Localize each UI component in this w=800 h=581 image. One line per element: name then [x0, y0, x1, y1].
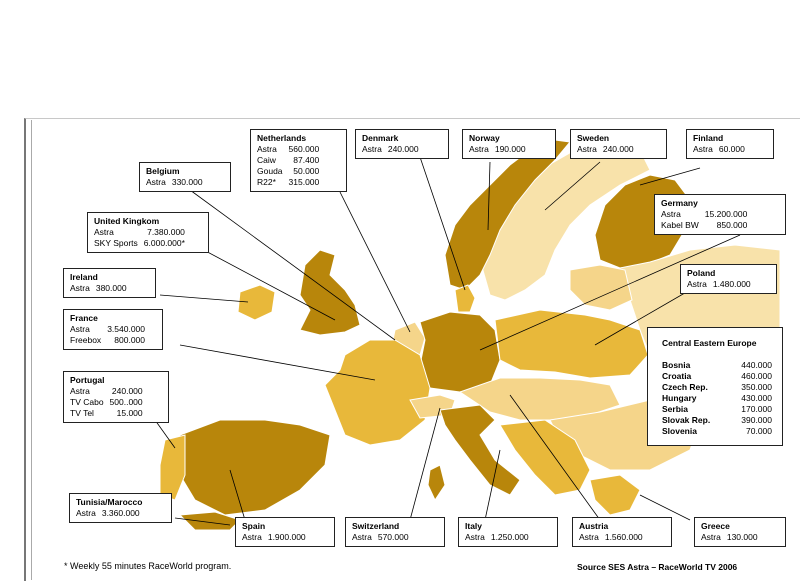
callout-value: 240.000 [602, 144, 634, 154]
callout-table [70, 324, 145, 346]
callout-label: Astra [257, 144, 277, 154]
callout-poland [680, 264, 777, 294]
callout-label: Astra [693, 144, 713, 154]
callout-label: Astra [687, 279, 707, 289]
callout-title: Belgium [146, 166, 180, 176]
callout-greece [694, 517, 786, 547]
callout-label: Astra [362, 144, 382, 154]
callout-value: 7.380.000 [147, 227, 185, 237]
callout-value: 1.250.000 [490, 532, 529, 542]
callout-value: 460.000 [741, 371, 772, 381]
callout-value: 15.000 [116, 408, 143, 418]
callout-title: Poland [687, 268, 716, 278]
callout-finland [686, 129, 774, 159]
callout-row [257, 177, 319, 188]
callout-table [362, 144, 419, 155]
callout-table [577, 144, 634, 155]
callout-germany [654, 194, 786, 235]
callout-title: Switzerland [352, 521, 400, 531]
callout-table [579, 532, 643, 543]
callout-title: Portugal [70, 375, 105, 385]
callout-value: 6.000.000* [143, 238, 185, 248]
callout-tunisia [69, 493, 172, 523]
callout-table [70, 386, 143, 419]
callout-title: Italy [465, 521, 483, 531]
callout-value: 390.000 [741, 415, 772, 425]
region-germany [420, 312, 500, 392]
callout-value: 87.400 [293, 155, 320, 165]
callout-value: 1.560.000 [604, 532, 643, 542]
callout-row [70, 335, 145, 346]
callout-value: 1.480.000 [712, 279, 751, 289]
callout-value: 560.000 [288, 144, 320, 154]
source-credit: Source SES Astra – RaceWorld TV 2006 [577, 562, 738, 572]
callout-table [257, 144, 319, 188]
callout-table [70, 283, 127, 294]
callout-value: 330.000 [171, 177, 203, 187]
callout-label: Astra [76, 508, 96, 518]
callout-france [63, 309, 163, 350]
callout-table [469, 144, 526, 155]
callout-row [577, 144, 634, 155]
callout-row [662, 404, 772, 415]
callout-label: Astra [146, 177, 166, 187]
callout-row [257, 155, 319, 166]
callout-label: Astra [577, 144, 597, 154]
callout-value: 570.000 [377, 532, 409, 542]
callout-row [76, 508, 140, 519]
callout-row [242, 532, 306, 543]
callout-title: Germany [661, 198, 698, 208]
callout-table [693, 144, 745, 155]
callout-table [352, 532, 409, 543]
callout-row [70, 408, 143, 419]
footnote: * Weekly 55 minutes RaceWorld program. [64, 561, 232, 571]
callout-label: Astra [352, 532, 372, 542]
callout-value: 50.000 [293, 166, 320, 176]
callout-italy [458, 517, 558, 547]
callout-title: Finland [693, 133, 724, 143]
callout-label: Astra [701, 532, 721, 542]
callout-row [70, 324, 145, 335]
callout-row [661, 220, 747, 231]
callout-row [701, 532, 758, 543]
callout-row [687, 279, 751, 290]
callout-title: Greece [701, 521, 730, 531]
region-poland [495, 310, 648, 378]
callout-row [579, 532, 643, 543]
callout-title: Netherlands [257, 133, 307, 143]
callout-denmark [355, 129, 449, 159]
callout-row [146, 177, 203, 188]
region-france [325, 340, 430, 445]
region-greece [590, 475, 640, 515]
callout-norway [462, 129, 556, 159]
callout-row [661, 209, 747, 220]
callout-row [94, 227, 185, 238]
callout-ireland [63, 268, 156, 298]
callout-title: Spain [242, 521, 266, 531]
callout-label: R22* [257, 177, 276, 187]
callout-table [94, 227, 185, 249]
callout-table [242, 532, 306, 543]
callout-row [465, 532, 529, 543]
callout-belgium [139, 162, 231, 192]
callout-label: SKY Sports [94, 238, 138, 248]
callout-label: Astra [661, 209, 681, 219]
callout-label: Bosnia [662, 360, 691, 370]
callout-table [662, 360, 772, 437]
callout-austria [572, 517, 672, 547]
callout-label: Astra [242, 532, 262, 542]
callout-table [661, 209, 747, 231]
callout-row [469, 144, 526, 155]
callout-value: 240.000 [387, 144, 419, 154]
callout-row [662, 371, 772, 382]
callout-title: Denmark [362, 133, 399, 143]
callout-value: 60.000 [718, 144, 745, 154]
callout-label: Hungary [662, 393, 697, 403]
callout-table [701, 532, 758, 543]
callout-value: 440.000 [741, 360, 772, 370]
callout-row [257, 166, 319, 177]
callout-row [70, 397, 143, 408]
callout-row [662, 360, 772, 371]
callout-value: 380.000 [95, 283, 127, 293]
callout-row [362, 144, 419, 155]
callout-label: Slovak Rep. [662, 415, 711, 425]
callout-value: 3.360.000 [101, 508, 140, 518]
callout-value: 130.000 [726, 532, 758, 542]
callout-value: 350.000 [741, 382, 772, 392]
callout-value: 315.000 [288, 177, 320, 187]
callout-label: Croatia [662, 371, 692, 381]
callout-cee [647, 327, 783, 446]
region-sardinia [428, 465, 445, 500]
callout-label: Czech Rep. [662, 382, 708, 392]
callout-title: United Kingkom [94, 216, 160, 226]
callout-value: 190.000 [494, 144, 526, 154]
callout-title: Ireland [70, 272, 98, 282]
callout-value: 70.000 [746, 426, 772, 436]
callout-row [693, 144, 745, 155]
callout-label: Gouda [257, 166, 283, 176]
callout-row [70, 283, 127, 294]
callout-label: Astra [579, 532, 599, 542]
callout-row [662, 415, 772, 426]
callout-title: France [70, 313, 98, 323]
callout-title: Norway [469, 133, 500, 143]
callout-row [662, 382, 772, 393]
region-italy [440, 405, 520, 495]
callout-row [662, 426, 772, 437]
callout-value: 170.000 [741, 404, 772, 414]
callout-value: 430.000 [741, 393, 772, 403]
callout-row [257, 144, 319, 155]
callout-value: 15.200.000 [704, 209, 748, 219]
callout-portugal [63, 371, 169, 423]
callout-label: Astra [465, 532, 485, 542]
callout-label: Serbia [662, 404, 688, 414]
callout-title: Central Eastern Europe [662, 338, 757, 348]
callout-table [146, 177, 203, 188]
callout-label: Kabel BW [661, 220, 699, 230]
callout-value: 240.000 [111, 386, 143, 396]
callout-value: 800.000 [114, 335, 146, 345]
callout-table [465, 532, 529, 543]
callout-title: Austria [579, 521, 609, 531]
callout-label: Astra [70, 324, 90, 334]
callout-title: Sweden [577, 133, 610, 143]
callout-label: Astra [94, 227, 114, 237]
callout-label: Astra [70, 283, 90, 293]
callout-sweden [570, 129, 667, 159]
callout-value: 500..000 [109, 397, 143, 407]
callout-title: Tunisia/Marocco [76, 497, 143, 507]
callout-table [687, 279, 751, 290]
callout-row [94, 238, 185, 249]
callout-table [76, 508, 140, 519]
callout-row [662, 393, 772, 404]
callout-switzerland [345, 517, 445, 547]
callout-label: Freebox [70, 335, 102, 345]
callout-label: Astra [70, 386, 90, 396]
callout-value: 1.900.000 [267, 532, 306, 542]
callout-label: Caiw [257, 155, 276, 165]
callout-label: Slovenia [662, 426, 697, 436]
region-iberia [180, 420, 330, 515]
callout-value: 850.000 [716, 220, 748, 230]
callout-netherlands [250, 129, 347, 192]
callout-label: TV Tel [70, 408, 94, 418]
callout-value: 3.540.000 [107, 324, 146, 334]
callout-spain [235, 517, 335, 547]
region-ireland [238, 285, 275, 320]
callout-uk [87, 212, 209, 253]
callout-row [352, 532, 409, 543]
callout-label: Astra [469, 144, 489, 154]
callout-row [70, 386, 143, 397]
region-baltics [570, 265, 632, 310]
callout-label: TV Cabo [70, 397, 104, 407]
